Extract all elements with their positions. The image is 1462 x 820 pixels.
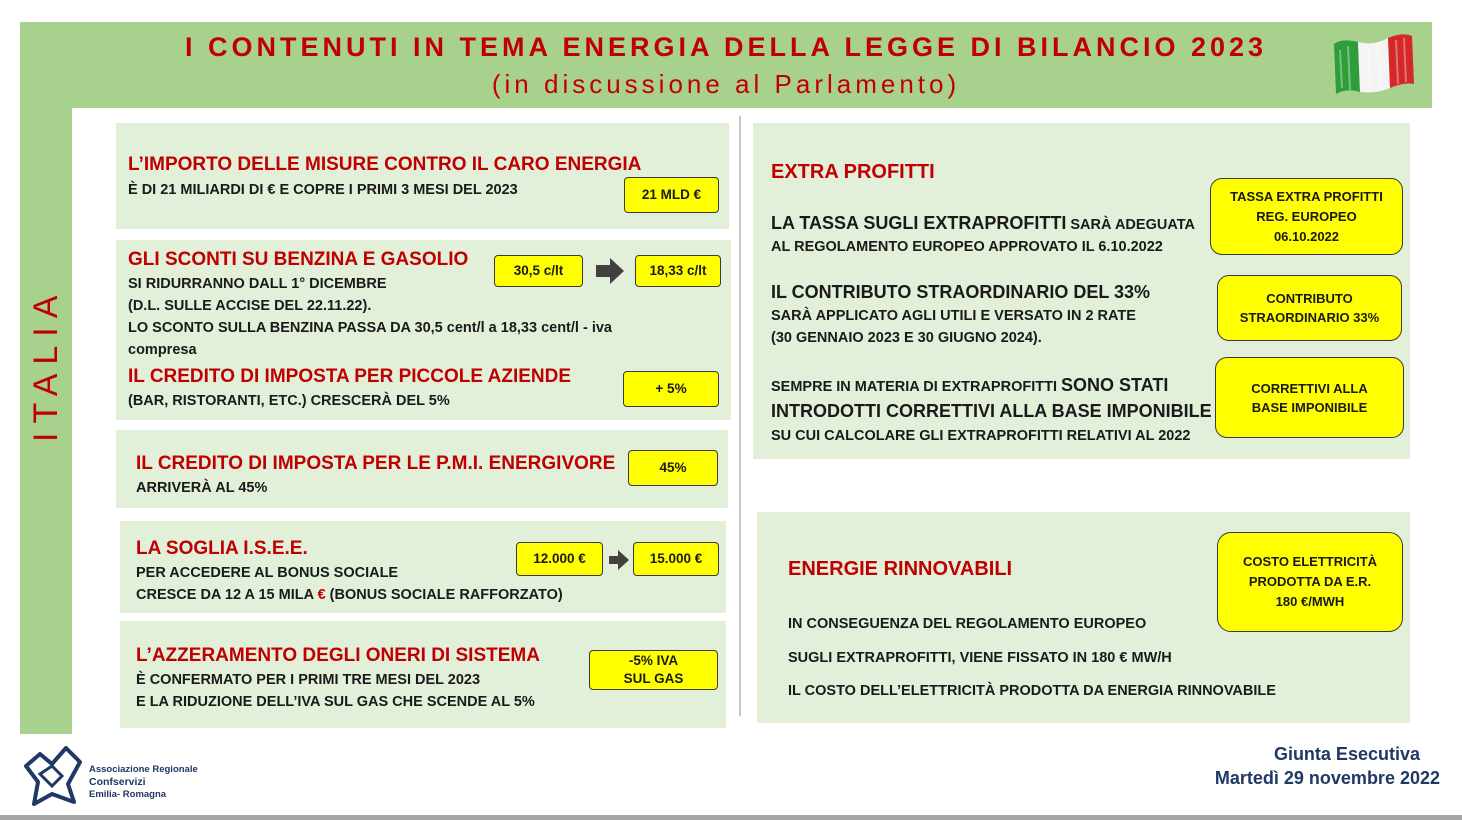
text-correttivi-1 xyxy=(771,374,1168,398)
logo-text-3: Emilia- Romagna xyxy=(89,789,167,800)
page-title: I CONTENUTI IN TEMA ENERGIA DELLA LEGGE DI BILANCIO 2023 xyxy=(184,32,1268,62)
text-extra-2: AL REGOLAMENTO EUROPEO APPROVATO IL 6.10.2022 xyxy=(771,239,1163,255)
badge-tassa-extra xyxy=(1210,178,1403,255)
badge-iva-gas-l1: -5% IVA xyxy=(628,653,679,668)
text-rinnovabili-1: IN CONSEGUENZA DEL REGOLAMENTO EUROPEO xyxy=(788,616,1147,632)
text-caro-energia: È DI 21 MILIARDI DI € E COPRE I PRIMI 3 MESI DEL 2023 xyxy=(128,182,518,198)
badge-contributo-l1: CONTRIBUTO xyxy=(1266,291,1353,306)
text-contributo-bold: IL CONTRIBUTO STRAORDINARIO DEL 33% xyxy=(771,282,1151,302)
badge-costo-elettricita xyxy=(1217,532,1403,632)
text-oneri-2: E LA RIDUZIONE DELL’IVA SUL GAS CHE SCENDE AL 5% xyxy=(136,694,535,710)
badge-21-mld: 21 MLD € xyxy=(624,177,719,213)
badge-30-5: 30,5 c/lt xyxy=(494,255,583,287)
text-credito-piccole: (BAR, RISTORANTI, ETC.) CRESCERÀ DEL 5% xyxy=(128,393,450,409)
badge-iva-gas-l2: SUL GAS xyxy=(623,671,684,686)
heading-caro-energia: L’IMPORTO DELLE MISURE CONTRO IL CARO ENERGIA xyxy=(128,154,642,175)
text-correttivi-3: SU CUI CALCOLARE GLI EXTRAPROFITTI RELATIVI AL 2022 xyxy=(771,428,1191,444)
arrow-right-icon xyxy=(608,549,630,571)
arrow-right-icon xyxy=(594,256,626,286)
footer-line-2: Martedì 29 novembre 2022 xyxy=(1214,768,1440,788)
text-isee-2 xyxy=(136,584,563,606)
heading-pmi: IL CREDITO DI IMPOSTA PER LE P.M.I. ENERGIVORE xyxy=(136,453,616,474)
badge-contributo xyxy=(1217,275,1402,341)
confservizi-logo-icon xyxy=(22,744,84,810)
logo-text-2: Confservizi xyxy=(89,776,146,788)
badge-45: 45% xyxy=(628,450,718,486)
text-benzina-1: SI RIDURRANNO DALL 1° DICEMBRE xyxy=(128,276,387,292)
text-isee-2a: CRESCE DA 12 A 15 MILA xyxy=(136,587,318,603)
text-rinnovabili-2: SUGLI EXTRAPROFITTI, VIENE FISSATO IN 180 € MW/H xyxy=(788,650,1172,666)
text-extra-1 xyxy=(771,212,1195,236)
badge-tassa-l3: 06.10.2022 xyxy=(1273,228,1340,244)
badge-correttivi-l1: CORRETTIVI ALLA xyxy=(1251,380,1368,396)
text-extra-1-bold: LA TASSA SUGLI EXTRAPROFITTI xyxy=(771,213,1067,233)
badge-costo-l2: PRODOTTA DA E.R. xyxy=(1248,574,1372,589)
text-contributo-2: SARÀ APPLICATO AGLI UTILI E VERSATO IN 2 RATE xyxy=(771,308,1136,324)
badge-iva-gas xyxy=(589,650,718,690)
heading-rinnovabili: ENERGIE RINNOVABILI xyxy=(788,558,1013,580)
heading-isee: LA SOGLIA I.S.E.E. xyxy=(136,538,308,559)
text-correttivi-1b: SONO STATI xyxy=(1061,375,1169,395)
euro-symbol: € xyxy=(317,587,326,603)
text-correttivi-2: INTRODOTTI CORRETTIVI ALLA BASE IMPONIBILE xyxy=(771,401,1212,421)
heading-extra-profitti: EXTRA PROFITTI xyxy=(771,161,935,183)
text-oneri-1: È CONFERMATO PER I PRIMI TRE MESI DEL 2023 xyxy=(136,672,481,688)
badge-tassa-l1: TASSA EXTRA PROFITTI xyxy=(1230,188,1383,204)
badge-tassa-l2: REG. EUROPEO xyxy=(1256,208,1357,224)
badge-correttivi xyxy=(1215,357,1404,438)
badge-costo-l1: COSTO ELETTRICITÀ xyxy=(1242,554,1378,569)
text-rinnovabili-3: IL COSTO DELL’ELETTRICITÀ PRODOTTA DA ENERGIA RINNOVABILE xyxy=(788,683,1276,699)
text-benzina-2: (D.L. SULLE ACCISE DEL 22.11.22). xyxy=(128,298,372,314)
badge-correttivi-l2: BASE IMPONIBILE xyxy=(1251,399,1368,415)
text-extra-1-rest: SARÀ ADEGUATA xyxy=(1066,217,1195,233)
heading-credito-piccole: IL CREDITO DI IMPOSTA PER PICCOLE AZIENDE xyxy=(128,366,572,387)
badge-18-33: 18,33 c/lt xyxy=(635,255,721,287)
column-divider xyxy=(739,116,741,716)
text-isee-1: PER ACCEDERE AL BONUS SOCIALE xyxy=(136,565,399,581)
panel-caro-energia xyxy=(116,123,729,229)
heading-oneri: L’AZZERAMENTO DEGLI ONERI DI SISTEMA xyxy=(136,645,540,666)
badge-contributo-l2: STRAORDINARIO 33% xyxy=(1239,310,1380,325)
text-correttivi-1a: SEMPRE IN MATERIA DI EXTRAPROFITTI xyxy=(771,379,1062,395)
badge-15000: 15.000 € xyxy=(633,542,719,576)
bottom-rule xyxy=(0,815,1462,820)
italy-flag-icon xyxy=(1332,30,1416,96)
text-pmi: ARRIVERÀ AL 45% xyxy=(136,480,268,496)
text-isee-2b: (BONUS SOCIALE RAFFORZATO) xyxy=(325,587,563,603)
text-benzina-3: LO SCONTO SULLA BENZINA PASSA DA 30,5 cent/l a 18,33 cent/l - iva xyxy=(128,320,612,336)
text-benzina-4: compresa xyxy=(128,342,197,358)
badge-plus-5: + 5% xyxy=(623,371,719,407)
logo-text-1: Associazione Regionale xyxy=(89,764,198,775)
page-subtitle: (in discussione al Parlamento) xyxy=(491,69,961,99)
text-contributo-3: (30 GENNAIO 2023 E 30 GIUGNO 2024). xyxy=(771,330,1042,346)
badge-12000: 12.000 € xyxy=(516,542,603,576)
badge-costo-l3: 180 €/MWH xyxy=(1275,594,1345,609)
side-label-italia: ITALIA xyxy=(27,286,65,442)
heading-benzina: GLI SCONTI SU BENZINA E GASOLIO xyxy=(128,249,469,270)
footer-line-1: Giunta Esecutiva xyxy=(1273,744,1420,764)
